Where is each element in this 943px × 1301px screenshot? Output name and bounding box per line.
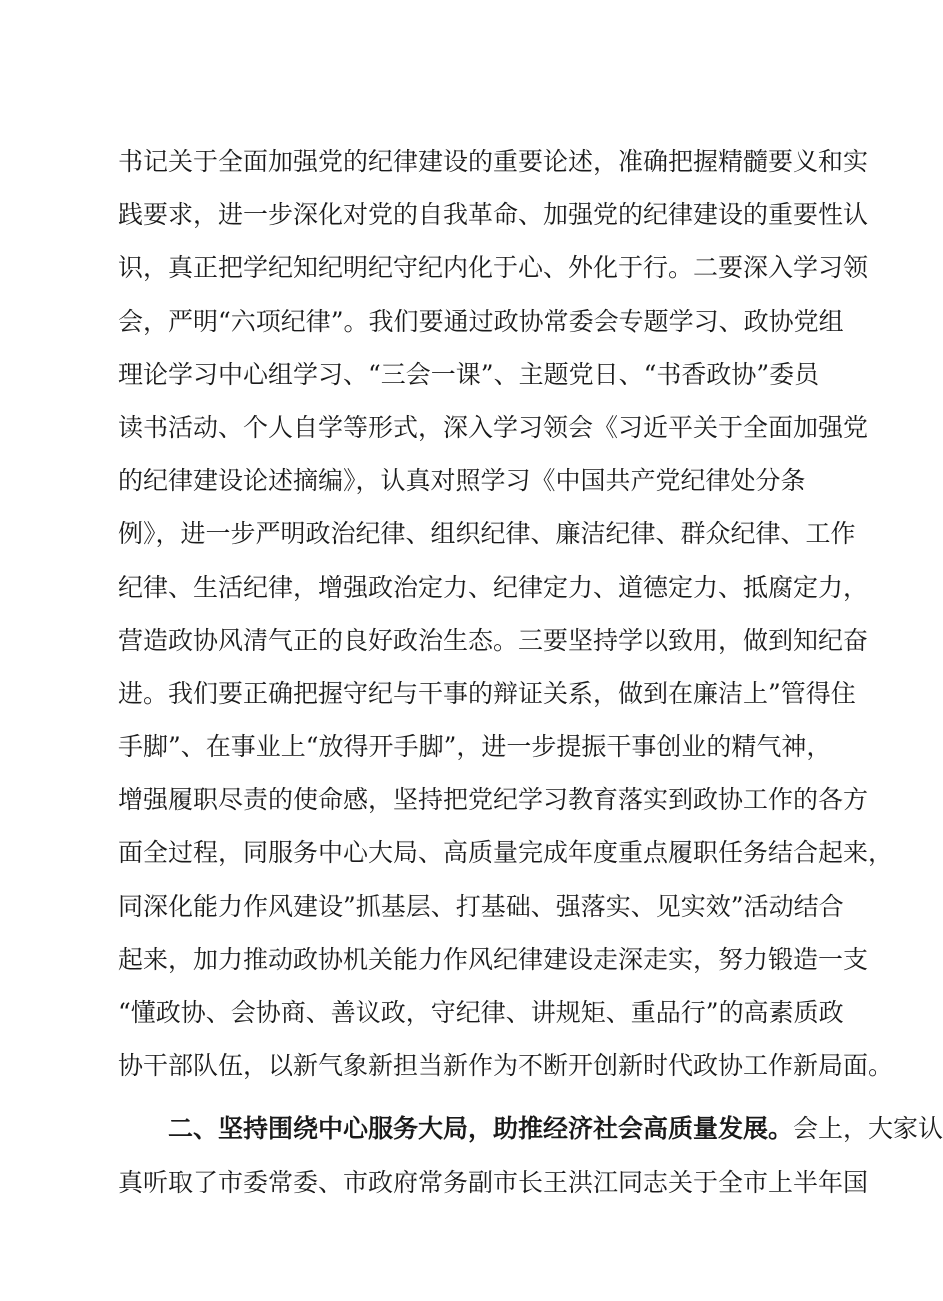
text-line: 理论学习中心组学习、“三会一课”、主题党日、“书香政协”委员 — [118, 359, 820, 389]
text-line: “懂政协、会协商、善议政，守纪律、讲规矩、重品行”的高素质政 — [118, 998, 844, 1027]
text-line: 例》，进一步严明政治纪律、组织纪律、廉洁纪律、群众纪律、工作 — [118, 519, 856, 549]
paragraph-text: 会上，大家认 — [793, 1114, 943, 1144]
document-body — [118, 135, 943, 1209]
text-line: 识，真正把学纪知纪明纪守纪内化于心、外化于行。二要深入学习领 — [118, 253, 869, 283]
text-line: 起来，加力推动政协机关能力作风纪律建设走深走实，努力锻造一支 — [118, 944, 869, 974]
paragraph-1 — [118, 135, 894, 1092]
text-line: 营造政协风清气正的良好政治生态。三要坚持学以致用，做到知纪奋 — [118, 625, 869, 655]
text-line: 手脚”、在事业上“放得开手脚”，进一步提振干事创业的精气神， — [118, 732, 832, 762]
text-line: 同深化能力作风建设”抓基层、打基础、强落实、见实效”活动结合 — [118, 891, 844, 921]
text-line: 真听取了市委常委、市政府常务副市长王洪江同志关于全市上半年国 — [118, 1167, 869, 1197]
text-line: 践要求，进一步深化对党的自我革命、加强党的纪律建设的重要性认 — [118, 200, 869, 230]
text-line: 增强履职尽责的使命感，坚持把党纪学习教育落实到政协工作的各方 — [118, 785, 869, 815]
text-line: 的纪律建设论述摘编》，认真对照学习《中国共产党纪律处分条 — [118, 466, 806, 496]
section-heading: 二、坚持围绕中心服务大局，助推经济社会高质量发展。 — [168, 1114, 794, 1144]
paragraph-spacer — [118, 1092, 808, 1102]
text-line: 纪律、生活纪律，增强政治定力、纪律定力、道德定力、抵腐定力， — [118, 572, 869, 602]
paragraph-2 — [118, 1102, 943, 1208]
text-line: 书记关于全面加强党的纪律建设的重要论述，准确把握精髓要义和实 — [118, 147, 869, 176]
text-line: 进。我们要正确把握守纪与干事的辩证关系，做到在廉洁上”管得住 — [118, 678, 856, 708]
text-line: 面全过程，同服务中心大局、高质量完成年度重点履职任务结合起来， — [118, 838, 894, 868]
text-line: 协干部队伍，以新气象新担当新作为不断开创新时代政协工作新局面。 — [118, 1051, 894, 1081]
text-line: 会，严明“六项纪律”。我们要通过政协常委会专题学习、政协党组 — [118, 306, 844, 336]
text-line — [118, 1102, 943, 1155]
text-line: 读书活动、个人自学等形式，深入学习领会《习近平关于全面加强党 — [118, 412, 869, 442]
